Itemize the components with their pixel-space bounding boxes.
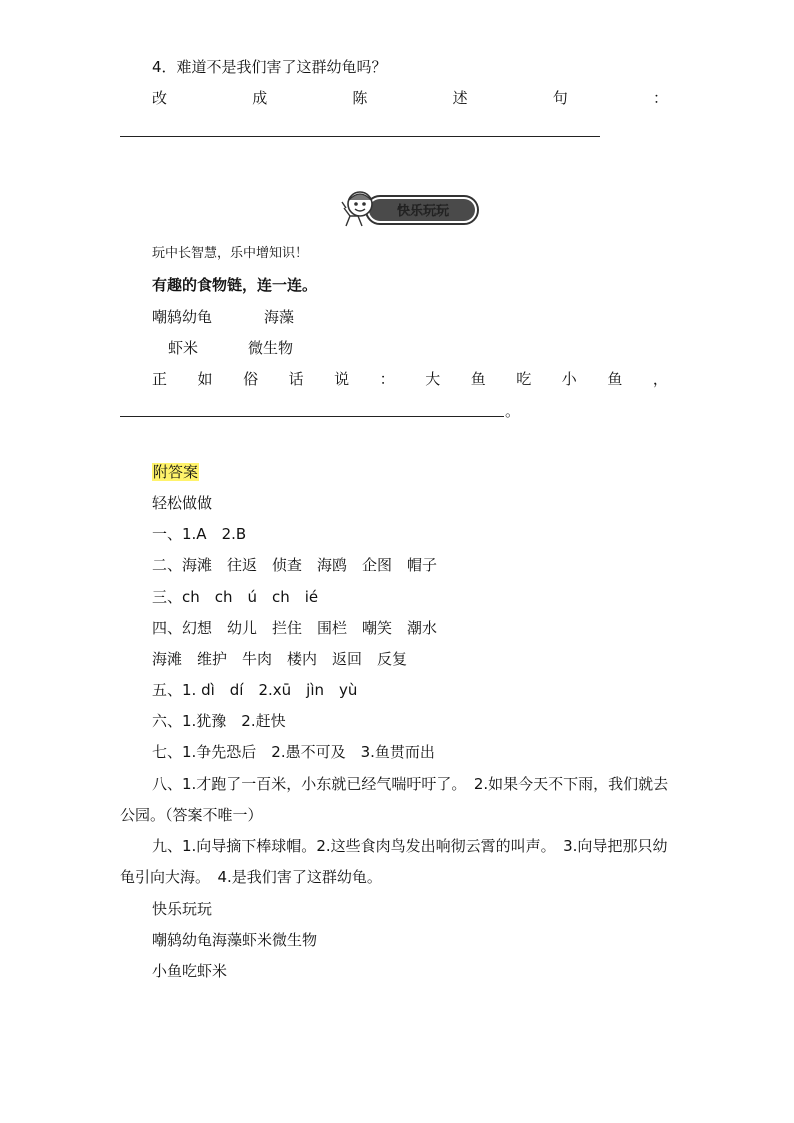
instruction-char: 句 [552,89,568,107]
proverb-char: 鱼 [607,370,623,388]
proverb-char: 正 [152,370,168,388]
answers-section: 轻松做做 [152,494,213,512]
proverb-char: 话 [288,370,304,388]
answer-line [120,136,600,137]
food-chain-item: 虾米 [168,339,199,357]
answer-item-8: 八、1.才跑了一百米，小东就已经气喘吁吁了。 2.如果今天不下雨，我们就去公园。（答案不唯一） [120,775,669,824]
answer-line [120,416,504,417]
answer-item: 二、海滩 往返 侦查 海鸥 企图 帽子 [152,556,438,574]
answer-item: 七、1.争先恐后 2.愚不可及 3.鱼贯而出 [152,743,435,761]
answer-item: 五、1. dì dí 2.xū jìn yù [152,681,358,699]
food-chain-item: 微生物 [248,339,294,357]
instruction-spread [152,88,668,108]
cartoon-mascot-icon [342,192,372,226]
question-4: 4．难道不是我们害了这群幼龟吗？ [152,58,387,76]
instruction-char: 陈 [352,89,368,107]
answer-item: 海滩 维护 牛肉 楼内 返回 反复 [152,650,408,668]
answers-play-line: 小鱼吃虾米 [152,962,228,980]
instruction-char: ： [652,89,668,107]
slogan: 玩中长智慧，乐中增知识！ [152,246,309,261]
proverb-char: 吃 [516,370,532,388]
proverb-char: 鱼 [470,370,486,388]
food-chain-item: 嘲鸫幼龟 [152,308,213,326]
answer-item-9: 九、1.向导摘下棒球帽。2.这些食肉鸟发出响彻云霄的叫声。 3.向导把那只幼龟引向大海。 4.是我们害了这群幼龟。 [120,837,668,886]
happy-play-banner [340,186,480,228]
answer-item: 一、1.A 2.B [152,525,247,543]
banner-label: 快乐玩玩 [396,204,450,219]
proverb-char: 俗 [243,370,259,388]
proverb-char: 如 [197,370,213,388]
answers-play-title: 快乐玩玩 [152,900,213,918]
instruction-char: 成 [252,89,268,107]
answers-play-line: 嘲鸫幼龟海藻虾米微生物 [152,931,318,949]
task-heading: 有趣的食物链，连一连。 [152,276,318,294]
proverb-spread [152,369,668,389]
end-mark: 。 [505,402,521,420]
food-chain-item: 海藻 [264,308,295,326]
answers-title-text: 附答案 [153,463,199,481]
proverb-char: ， [652,370,668,388]
instruction-char: 改 [152,89,168,107]
instruction-char: 述 [452,89,468,107]
answer-item: 六、1.犹豫 2.赶快 [152,712,286,730]
proverb-char: ： [379,370,395,388]
proverb-char: 大 [425,370,441,388]
answer-item: 三、ch ch ú ch ié [152,588,319,606]
proverb-char: 小 [561,370,577,388]
answer-item: 四、幻想 幼儿 拦住 围栏 嘲笑 潮水 [152,619,438,637]
proverb-char: 说 [334,370,350,388]
answers-title [152,462,199,482]
